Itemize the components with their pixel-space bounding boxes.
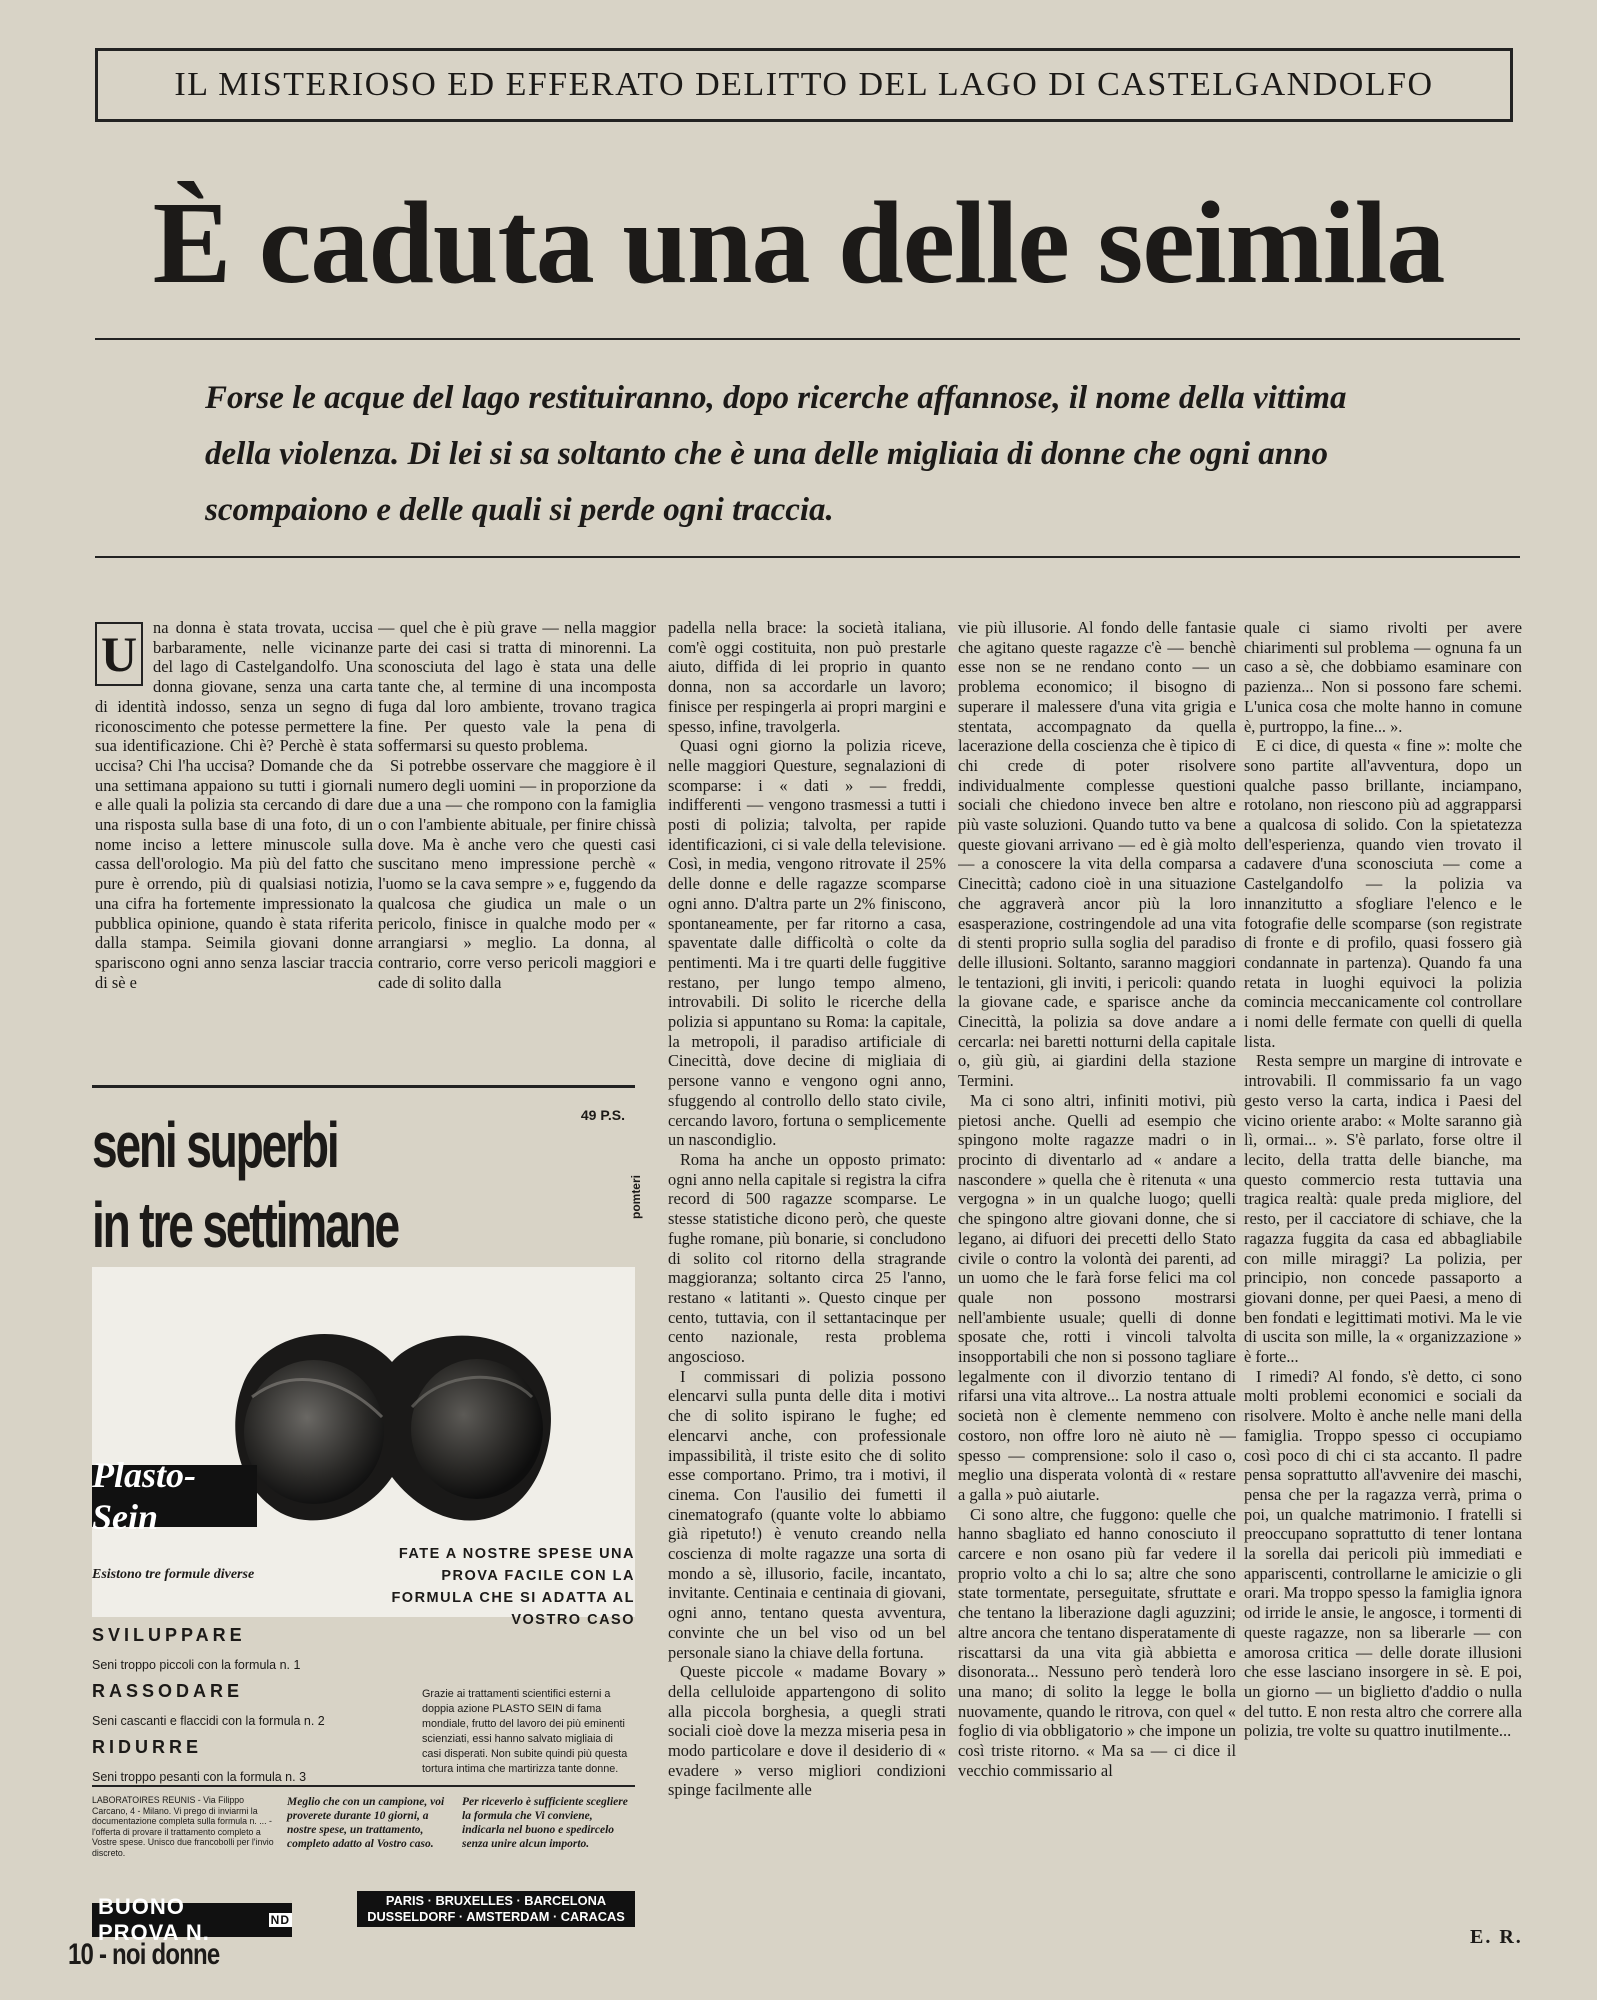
ad-formule-note: Esistono tre formule diverse — [92, 1567, 255, 1582]
author-signature: E. R. — [1470, 1926, 1523, 1948]
paragraph: I rimedi? Al fondo, s'è detto, ci sono molti problemi economici e sociali da risolvere. Molto è anche nelle mani della famiglia. Troppo spesso ci occupiamo così poco di chi ci sta accanto. Il padre pensa soprattutto all'avvenire dei maschi, pensa che per la ragazza verrà, prima o poi, un qualche matrimonio. I fratelli si preoccupano soprattutto di tener lontana la sorella dai pericoli più immediati e appariscenti, controllarne le amicizie o gli orari. Ma troppo spesso la famiglia ignora od irride le ansie, le angosce, i tormenti di queste ragazze, non sa liberarle — con amorosa critica — delle dorate illusioni che esse lasciano insorgere in sè. E poi, un giorno — un biglietto d'addio o nulla del tutto. E non resta altro che correre alla polizia, tre volte su quattro inutilmente... — [1244, 1366, 1522, 1741]
page-folio: 10 - noi donne — [68, 1938, 220, 1971]
article-column-2 — [378, 618, 656, 1058]
paragraph: Quasi ogni giorno la polizia riceve, nelle maggiori Questure, segnalazioni di scomparse: i « dati » — freddi, indifferenti — vengono trasmessi a tutti i posti di polizia; talvolta, per rapide identificazioni, ci si vale della televisione. Così, in media, vengono ritrovate il 25% delle donne e delle ragazze scomparse ogni anno. D'altra parte un 2% finiscono, spontaneamente, per far ritorno a casa, spaventate dalle difficoltà o colte da pentimenti. Ma i tre quarti delle fuggitive restano, per lungo tempo almeno, introvabili. Di solito le ricerche della polizia si appuntano su Roma: la capitale, la metropoli, il paradiso artificiale di Cinecittà, dove decine di migliaia di persone vanno e vengono ogni anno, sfuggendo al controllo dello stato civile, cercando lavoro, fortuna o semplicemente un nascondiglio. — [668, 736, 946, 1150]
rule-top — [95, 338, 1520, 340]
paragraph: Si potrebbe osservare che maggiore è il numero degli uomini — in proporzione da due a una — che rompono con la famiglia o con l'ambiente abituale, per finire chissà dove. Ma è anche vero che questi casi suscitano meno impressione perchè « l'uomo se la cava sempre » e, fuggendo da qualcosa che giudica un male o un pericolo, finisce in qualche modo per « arrangiarsi » meglio. La donna, al contrario, corre verso pericoli maggiori e cade di solito dalla — [378, 755, 656, 992]
coupon-title: BUONO PROVA N. — [98, 1894, 210, 1945]
paragraph: Roma ha anche un opposto primato: ogni anno nella capitale si registra la cifra record di 500 ragazze scomparse. Le stesse statistiche dicono però, che queste fughe romane, più bonarie, si concludono di solito col ritorno della stragrande maggioranza; soltanto circa 25 l'anno, restano « latitanti ». Questo cinque per cento, tuttavia, con il settantacinque per cento nazionale, resta problema angoscioso. — [668, 1149, 946, 1367]
ad-promo-text: Per riceverlo è sufficiente scegliere la formula che Vi conviene, indicarla nel buono e spedircelo senza unire alcun importo. — [462, 1796, 628, 1850]
dropcap: U — [95, 622, 143, 686]
ad-agency: pomteri — [629, 1175, 643, 1220]
kicker-box: IL MISTERIOSO ED EFFERATO DELITTO DEL LAGO DI CASTELGANDOLFO — [95, 48, 1513, 122]
formula-label: SVILUPPARE — [92, 1625, 246, 1645]
ad-title-line: seni superbi — [92, 1109, 338, 1181]
formula-label: RIDURRE — [92, 1737, 203, 1757]
article-column-1 — [95, 618, 373, 1058]
formula-text: Seni cascanti e flaccidi con la formula n. 2 — [92, 1714, 325, 1728]
ad-offer: FATE A NOSTRE SPESE UNA PROVA FACILE CON LA FORMULA CHE SI ADATTA AL VOSTRO CASO — [391, 1546, 635, 1628]
formula-row — [92, 1737, 392, 1784]
paragraph: na donna è stata trovata, uccisa barbaramente, nelle vicinanze del lago di Castelgandolfo. Una donna giovane, senza una carta di identità indosso, senza un segno di riconoscimento che potesse permettere la sua identificazione. Chi è? Perchè è stata uccisa? Chi l'ha uccisa? Domande che da una settimana appaiono su tutti i giornali e alle quali la polizia sta cercando di dare una risposta sulla base di una foto, di un nome inciso a lettere minuscole sulla cassa dell'orologio. Ma più del fatto che pure è orrendo, più di qualsiasi notizia, una cifra ha fortemente impressionato la pubblica opinione, quando è stata riferita dalla stampa. Seimila giovani donne spariscono ogni anno senza lasciar traccia di sè e — [95, 618, 373, 992]
paragraph: I commissari di polizia possono elencarvi sulla punta delle dita i motivi che di solito ispirano le fughe; ed elencarvi anche, con professionale impassibilità, il triste esito che di solito esse comportano. Primo, tra i motivi, il cinema. Con l'ausilio dei fumetti il cinematografo (quante volte lo abbiamo già ripetuto!) è venuto creando nella coscienza di molte ragazze una sorta di mondo a sè, illusorio, facile, incantato, invitante. Centinaia e centinaia di giovani, ogni anno, tentano questa avventura, convinte che un bel viso od un bel personale siano la chiave della fortuna. — [668, 1366, 946, 1662]
cities-line: DUSSELDORF · AMSTERDAM · CARACAS — [367, 1909, 625, 1924]
formula-row — [92, 1625, 392, 1672]
paragraph: Ma ci sono altri, infiniti motivi, più pietosi anche. Quelli ad esempio che spingono molte ragazze madri o in procinto di diventarlo ad « andare a nascondere » quella che è ritenuta « una vergogna » in un qualche luogo; quelli che spingono altre giovani donne, che si legano, ai difuori dei precetti dello Stato civile o contro la volontà dei parenti, ad un uomo che le farà forse felici ma col quale non possono mostrarsi nell'ambiente usuale; quelli di donne sposate che, rotti i vincoli talvolta insopportabili che non si possono tagliare legalmente con il divorzio tentano di rifarsi una vita altrove... La nostra attuale società non è clemente nemmeno con costoro, non offre loro nè aiuto nè — spesso — comprensione: solo il caso o, meglio una disperata volontà di « restare a galla » può aiutarle. — [958, 1090, 1236, 1504]
plasto-sein-advertisement — [92, 1085, 643, 1945]
ad-divider — [92, 1785, 635, 1787]
article-column-5 — [1244, 618, 1522, 1923]
coupon-text: LABORATOIRES REUNIS - Via Filippo Carcano, 4 - Milano. Vi prego di inviarmi la documentazione completa sulla formula n. ... - l'offerta di provare il trattamento completo a Vostre spese. Unisco due francobolli per l'invio discreto. — [92, 1795, 274, 1858]
brand-logo: Plasto-Sein — [92, 1465, 257, 1527]
paragraph: Queste piccole « madame Bovary » della celluloide appartengono di solito alla piccola borghesia, a quegli strati sociali cioè dove la mezza miseria pesa in modo particolare e dove il desiderio di « evadere » verso migliori condizioni spinge facilmente alle — [668, 1662, 946, 1800]
paragraph: Resta sempre un margine di introvate e introvabili. Il commissario fa un vago gesto verso la carta, indica i Paesi del vicino oriente arabo: « Molte saranno già lì, ormai... ». S'è parlato, forse oltre il lecito, della tratta delle bianche, ma questo commercio resta tuttavia una tragica realtà: quale preda migliore, del resto, per il cacciatore di schiave, che la ragazza fuggita da casa ed abbagliabile con mille miraggi? La polizia, per principio, non concede passaporto a giovani donne, per quei Paesi, a meno di ben fondati e legittimati motivi. Ma le vie di uscita son mille, la « organizzazione » è forte... — [1244, 1051, 1522, 1367]
ad-title — [92, 1105, 398, 1265]
ad-border — [92, 1085, 635, 1088]
paragraph: vie più illusorie. Al fondo delle fantasie che agitano queste ragazze c'è — benchè esse non se ne rendano conto — un problema economico; il bisogno di superare il malessere d'una vita grigia e stentata, accompagnato da quella lacerazione della coscienza che è tipico di chi crede di poter risolvere individualmente complesse questioni sociali che chiedono invece ben altre e più vaste soluzioni. Quando tutto va bene queste giovani arrivano — ed è già molto — a conoscere la vita della comparsa a Cinecittà; cadono cioè in una situazione che aggraverà ancor più la loro esasperazione, costringendole ad una vita di stenti proprio sulla soglia del paradiso delle illusioni. Soltanto, saranno maggiori le tentazioni, gli inviti, i pericoli: quando la giovane cade, e sparisce anche da Cinecittà, la polizia sa dove andare a cercarla: nei baretti notturni della capitale o, giù giù, ai giardini della stazione Termini. — [958, 618, 1236, 1091]
ad-cities — [357, 1891, 635, 1927]
paragraph: — quel che è più grave — nella maggior parte dei casi si tratta di minorenni. La sconosciuta del lago è stata una delle tante che, al termine di una incomposta fuga dal loro ambiente, trovano tragica fine. Per questo vale la pena di soffermarsi su questo problema. — [378, 618, 656, 756]
ad-promo-text: Meglio che con un campione, voi proverete durante 10 giorni, a nostre spese, un trattamento, completo adatto al Vostro caso. — [287, 1796, 445, 1850]
ad-code: 49 P.S. — [580, 1107, 625, 1123]
coupon-label[interactable] — [92, 1894, 292, 1945]
ad-science-text: Grazie ai trattamenti scientifici esterni a doppia azione PLASTO SEIN di fama mondiale, frutto del lavoro dei più eminenti scienziati, essi hanno salvato migliaia di casi disperati. Non subite quindi più questa tortura intima che martirizza tante donne. — [422, 1688, 628, 1775]
formula-text: Seni troppo piccoli con la formula n. 1 — [92, 1658, 301, 1672]
ad-title-line: in tre settimane — [92, 1189, 399, 1261]
coupon-code: ND — [270, 1913, 290, 1927]
paragraph: quale ci siamo rivolti per avere chiarimenti sul problema — ognuna fa un caso a sè, che dobbiamo esaminare con pazienza... Non si possono fare schemi. L'unica cosa che molte hanno in comune è, purtroppo, la fine... ». — [1244, 618, 1522, 736]
formula-text: Seni troppo pesanti con la formula n. 3 — [92, 1770, 307, 1784]
cities-line: PARIS · BRUXELLES · BARCELONA — [385, 1893, 607, 1908]
formula-label: RASSODARE — [92, 1681, 244, 1701]
formula-row — [92, 1681, 392, 1728]
article-column-3 — [668, 618, 946, 1943]
paragraph: padella nella brace: la società italiana, com'è oggi costituita, non può prestarle aiuto, diffida di lei proprio in quanto donna, non sa accordarle un lavoro; finisce per respingerla ai propri margini e spesso, infine, travolgerla. — [668, 618, 946, 736]
headline: È caduta una delle seimila — [152, 177, 1445, 308]
paragraph: Ci sono altre, che fuggono: quelle che hanno sbagliato ed hanno conosciuto il carcere e non osano più far vedere il proprio volto a chi lo sa; altre che sono state tormentate, perseguitate, sfruttate e che tentano la liberazione dagli aguzzini; altre ancora che tentano disperatamente di riscattarsi da una vita già abbietta e disonorata... Nessuno però tenderà loro una mano; di solito la legge le bolla nuovamente, quando le ritrova, con quel « foglio di via obbligatorio » che impone un così triste ritorno. « Ma sa — ci dice il vecchio commissario al — [958, 1504, 1236, 1780]
rule-bottom — [95, 556, 1520, 558]
paragraph: E ci dice, di questa « fine »: molte che sono partite all'avventura, dopo un qualche passo brillante, inciampano, rotolano, non riescono più ad aggrapparsi a qualcosa di solido. Con la spietatezza dell'esperienza, quando vien trovato il cadavere d'una sconosciuta — come a Castelgandolfo — la polizia va innanzitutto a sfogliare l'elenco e le fotografie delle scomparse (son registrate di fronte e di profilo, quasi fossero già condannate in partenza). Quando fa una retata in luoghi equivoci la polizia comincia meccanicamente col controllare i nomi delle fermate con quelli di quella lista. — [1244, 736, 1522, 1051]
deck-subtitle: Forse le acque del lago restituiranno, dopo ricerche affannose, il nome della vittima della violenza. Di lei si sa soltanto che è una delle migliaia di donne che ogni anno scompaiono e delle quali si perde ogni traccia. — [205, 380, 1347, 528]
article-column-4 — [958, 618, 1236, 1943]
